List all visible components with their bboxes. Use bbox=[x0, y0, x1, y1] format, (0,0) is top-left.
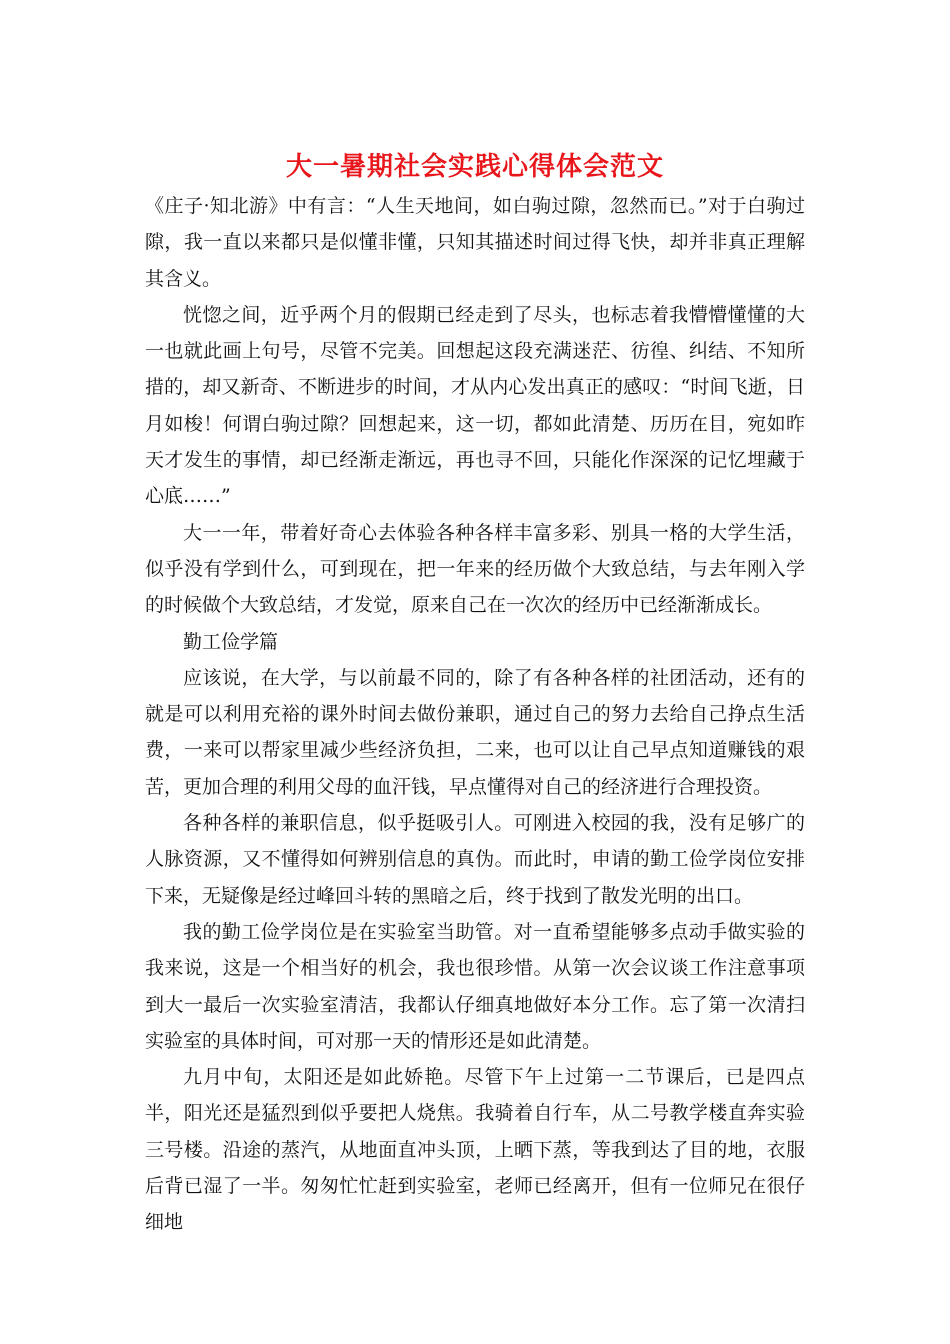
section-heading-work-study: 勤工俭学篇 bbox=[183, 630, 279, 653]
paragraph-intro-quote: 《庄子·知北游》中有言：“人生天地间，如白驹过隙，忽然而已。”对于白驹过隙，我一直以来都只是似懂非懂，只知其描述时间过得飞快，却并非真正理解其含义。 bbox=[145, 195, 805, 290]
paragraph-september: 九月中旬，太阳还是如此娇艳。尽管下午上过第一二节课后，已是四点半，阳光还是猛烈到似乎要把人烧焦。我骑着自行车，从二号教学楼直奔实验三号楼。沿途的蒸汽，从地面直冲头顶，上晒下蒸，等我到达了目的地，衣服后背已湿了一半。匆匆忙忙赶到实验室，老师已经离开，但有一位师兄在很仔细地 bbox=[145, 1066, 805, 1234]
document-page bbox=[145, 150, 805, 1241]
paragraph-lab-assistant: 我的勤工俭学岗位是在实验室当助管。对一直希望能够多点动手做实验的我来说，这是一个相当好的机会，我也很珍惜。从第一次会议谈工作注意事项到大一最后一次实验室清洁，我都认仔细真地做好本分工作。忘了第一次清扫实验室的具体时间，可对那一天的情形还是如此清楚。 bbox=[145, 920, 805, 1052]
paragraph-part-time: 应该说，在大学，与以前最不同的，除了有各种各样的社团活动，还有的就是可以利用充裕的课外时间去做份兼职，通过自己的努力去给自己挣点生活费，一来可以帮家里减少些经济负担，二来，也可以让自己早点知道赚钱的艰苦，更加合理的利用父母的血汗钱，早点懂得对自己的经济进行合理投资。 bbox=[145, 666, 805, 798]
paragraph-first-year: 大一一年，带着好奇心去体验各种各样丰富多彩、别具一格的大学生活，似乎没有学到什么，可到现在，把一年来的经历做个大致总结，与去年刚入学的时候做个大致总结，才发觉，原来自己在一次次的经历中已经渐渐成长。 bbox=[145, 521, 805, 617]
paragraph-job-info: 各种各样的兼职信息，似乎挺吸引人。可刚进入校园的我，没有足够广的人脉资源，又不懂得如何辨别信息的真伪。而此时，申请的勤工俭学岗位安排下来，无疑像是经过峰回斗转的黑暗之后，终于找到了散发光明的出口。 bbox=[145, 812, 805, 907]
document-title: 大一暑期社会实践心得体会范文 bbox=[285, 152, 664, 182]
paragraph-holiday-end: 恍惚之间，近乎两个月的假期已经走到了尽头，也标志着我懵懵懂懂的大一也就此画上句号，尽管不完美。回想起这段充满迷茫、彷徨、纠结、不知所措的，却又新奇、不断进步的时间，才从内心发出真正的感叹：“时间飞逝，日月如梭！何谓白驹过隙？回想起来，这一切，都如此清楚、历历在目，宛如昨天才发生的事情，却已经渐走渐远，再也寻不回，只能化作深深的记忆埋藏于心底……” bbox=[145, 303, 805, 508]
